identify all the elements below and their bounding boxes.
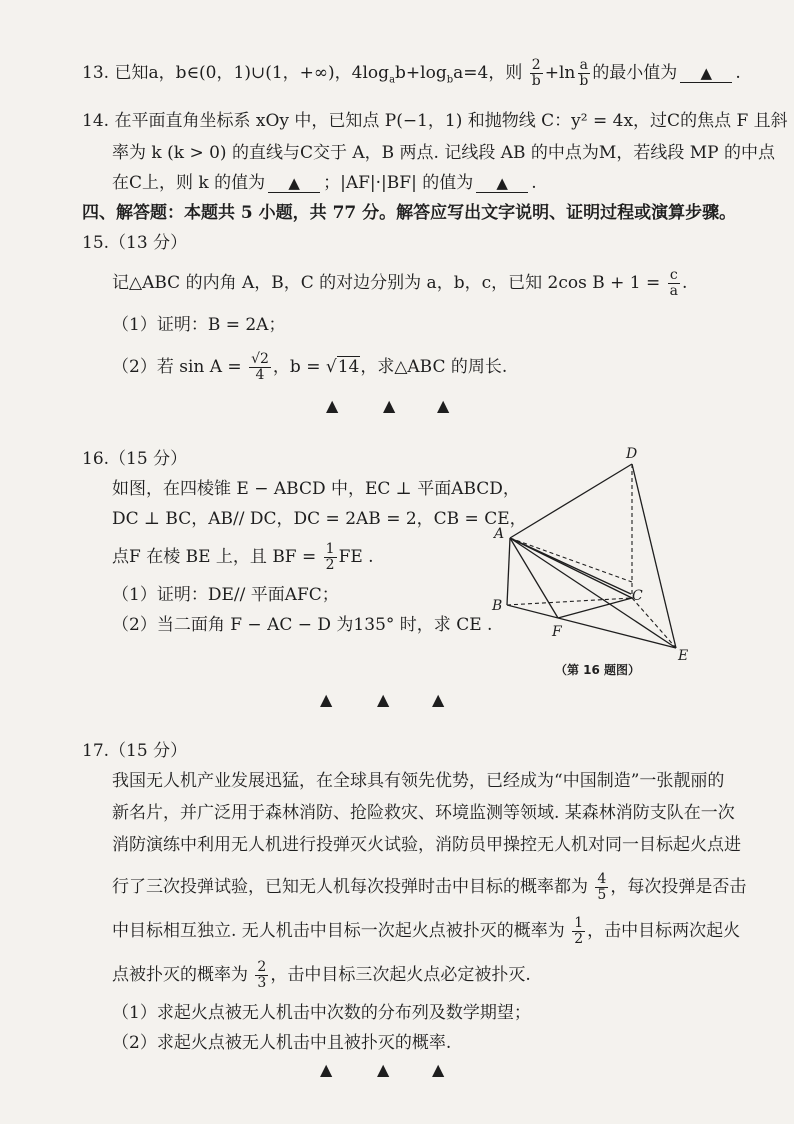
edge-BE [507,605,676,648]
label-E: E [678,648,689,664]
section-title: 四、解答题：本题共 5 小题，共 77 分。解答应写出文字说明、证明过程或演算步骤。 [82,203,737,223]
question-16-line-1: 如图，在四棱锥 E − ABCD 中，EC ⊥ 平面ABCD， [112,479,520,499]
question-15-stem: 记△ABC 的内角 A，B，C 的对边分别为 a，b，c，已知 2cos B + 1 = $\frac{c}{a}$ . [112,267,688,299]
question-17-part-1: （1）求起火点被无人机击中次数的分布列及数学期望； [112,1003,531,1023]
question-17-part-2: （2）求起火点被无人机击中且被扑灭的概率. [112,1033,452,1053]
question-17-line-3: 消防演练中利用无人机进行投弹灭火试验，消防员甲操控无人机对同一目标起火点进 [112,835,741,855]
question-16-line-2: DC ⊥ BC，AB// DC，DC = 2AB = 2，CB = CE， [112,509,527,529]
edge-BC-dashed [507,598,632,605]
question-13: 13. 已知a，b∈(0，1)∪(1，+∞)，$4\log_ab+\log_ba=4$，则 $\frac{2}{b}$ +ln $\frac{a}{b}$ 的最小值为 ▲ . [82,57,741,89]
fraction: $\frac{1}{2}$ [574,915,584,947]
fraction: $\frac{2}{3}$ [257,959,267,991]
label-D: D [626,446,638,462]
question-16-header: 16.（15 分） [82,449,188,469]
edge-AD [510,464,632,538]
question-17-line-5: 中目标相互独立. 无人机击中目标一次起火点被扑灭的概率为 $\frac{1}{2}$ ，击中目标两次起火 [112,915,741,947]
question-14-line-3: 在C上，则 k 的值为 ▲ ；|AF|·|BF| 的值为 ▲ . [112,173,537,193]
pyramid-diagram [486,442,698,682]
exam-page: 13. 已知a，b∈(0，1)∪(1，+∞)，$4\log_ab+\log_ba=4$，则 $\frac{2}{b}$ +ln $\frac{a}{b}$ 的最小值为 ▲ . 14. 在平面直角坐标系 xOy 中，已知点 P(−1，1) 和抛物线 C：y² = 4x，过C的焦点 F 且斜 率为 k (k > 0) 的直线与C交于 A，B 两点. 记线段 AB 的中点为M，若线段 MP 的中点 在C上，则 k 的值为 ▲ ；|AF|·|BF| 的值为 ▲ . 四、解答题：本题共 5 小题，共 77 分。解答应写出文字说明、证明过程或演算步骤。 15.（13 分） 记△ABC 的内角 A，B，C 的对边分别为 a，b，c，已知 2cos B + 1 = $\frac{c}{a}$ . （1）证明：B = 2A； （2）若 sin A = $\frac{√2}{4}$ ，b = √14，求△ABC 的周长. ▲ ▲ ▲ 16.（15 分） 如图，在四棱锥 E − ABCD 中，EC ⊥ 平面ABCD， DC ⊥ BC，AB// DC，DC = 2AB = 2，CB = CE， 点F 在棱 BE 上，且 BF = $\frac{1}{2}$ FE . （1）证明：DE// 平面AFC； （2）当二面角 F − AC − D 为135° 时，求 CE . D A B C F E （第 16 题图） ▲ ▲ ▲ 17.（15 分） 我国无人机产业发展迅猛，在全球具有领先优势，已经成为“中国制造”一张靓丽的 新名片，并广泛用于森林消防、抢险救灾、环境监测等领域. 某森林消防支队在一次 消防演练中利用无人机进行投弹灭火试验，消防员甲操控无人机对同一目标起火点进 行了三次投弹试验，已知无人机每次投弹时击中目标的概率都为 $\frac{4}{5}$ ，每次投弹是否击 中目标相互独立. 无人机击中目标一次起火点被扑灭的概率为 $\frac{1}{2}$ ，击中目标两次起火 点被扑灭的概率为 $\frac{2}{3}$ ，击中目标三次起火点必定被扑灭. （1）求起火点被无人机击中次数的分布列及数学期望； （2）求起火点被无人机击中且被扑灭的概率. ▲ ▲ ▲ [82,57,788,1079]
answer-blank: ▲ [268,174,320,193]
question-17-line-2: 新名片，并广泛用于森林消防、抢险救灾、环境监测等领域. 某森林消防支队在一次 [112,803,735,823]
question-14-line-1: 14. 在平面直角坐标系 xOy 中，已知点 P(−1，1) 和抛物线 C：y² = 4x，过C的焦点 F 且斜 [82,111,788,131]
fraction: $\frac{1}{2}$ [325,541,335,573]
question-15-part-2: （2）若 sin A = $\frac{√2}{4}$ ，b = √14，求△ABC 的周长. [112,351,508,383]
edge-DE [632,464,676,648]
label-B: B [492,598,503,614]
label-C: C [632,588,643,604]
question-16-part-1: （1）证明：DE// 平面AFC； [112,585,339,605]
question-17-line-4: 行了三次投弹试验，已知无人机每次投弹时击中目标的概率都为 $\frac{4}{5}$ ，每次投弹是否击 [112,871,747,903]
edge-AB [507,538,510,605]
edge-FC [558,598,632,618]
question-17-header: 17.（15 分） [82,741,188,761]
fraction: $\frac{4}{5}$ [597,871,607,903]
question-17-line-6: 点被扑灭的概率为 $\frac{2}{3}$ ，击中目标三次起火点必定被扑灭. [112,959,531,991]
fraction: $\frac{a}{b}$ [579,57,589,89]
question-14-line-2: 率为 k (k > 0) 的直线与C交于 A，B 两点. 记线段 AB 的中点为M，若线段 MP 的中点 [112,143,775,163]
question-15-header: 15.（13 分） [82,233,188,253]
question-16-line-3: 点F 在棱 BE 上，且 BF = $\frac{1}{2}$ FE . [112,541,374,573]
answer-blank: ▲ [680,64,732,83]
pyramid-figure [486,442,698,682]
question-16-part-2: （2）当二面角 F − AC − D 为135° 时，求 CE . [112,615,493,635]
label-A: A [494,526,505,542]
fraction: $\frac{√2}{4}$ [251,351,269,383]
figure-caption: （第 16 题图） [555,663,641,677]
edge-aux-dashed [510,538,632,582]
fraction: $\frac{2}{b}$ [531,57,541,89]
edge-AC-2 [510,538,631,594]
label-F: F [552,624,562,640]
question-17-line-1: 我国无人机产业发展迅猛，在全球具有领先优势，已经成为“中国制造”一张靓丽的 [112,771,725,791]
answer-blank: ▲ [476,174,528,193]
edge-AE [510,538,676,648]
question-15-part-1: （1）证明：B = 2A； [112,315,286,335]
fraction: $\frac{c}{a}$ [669,267,678,299]
